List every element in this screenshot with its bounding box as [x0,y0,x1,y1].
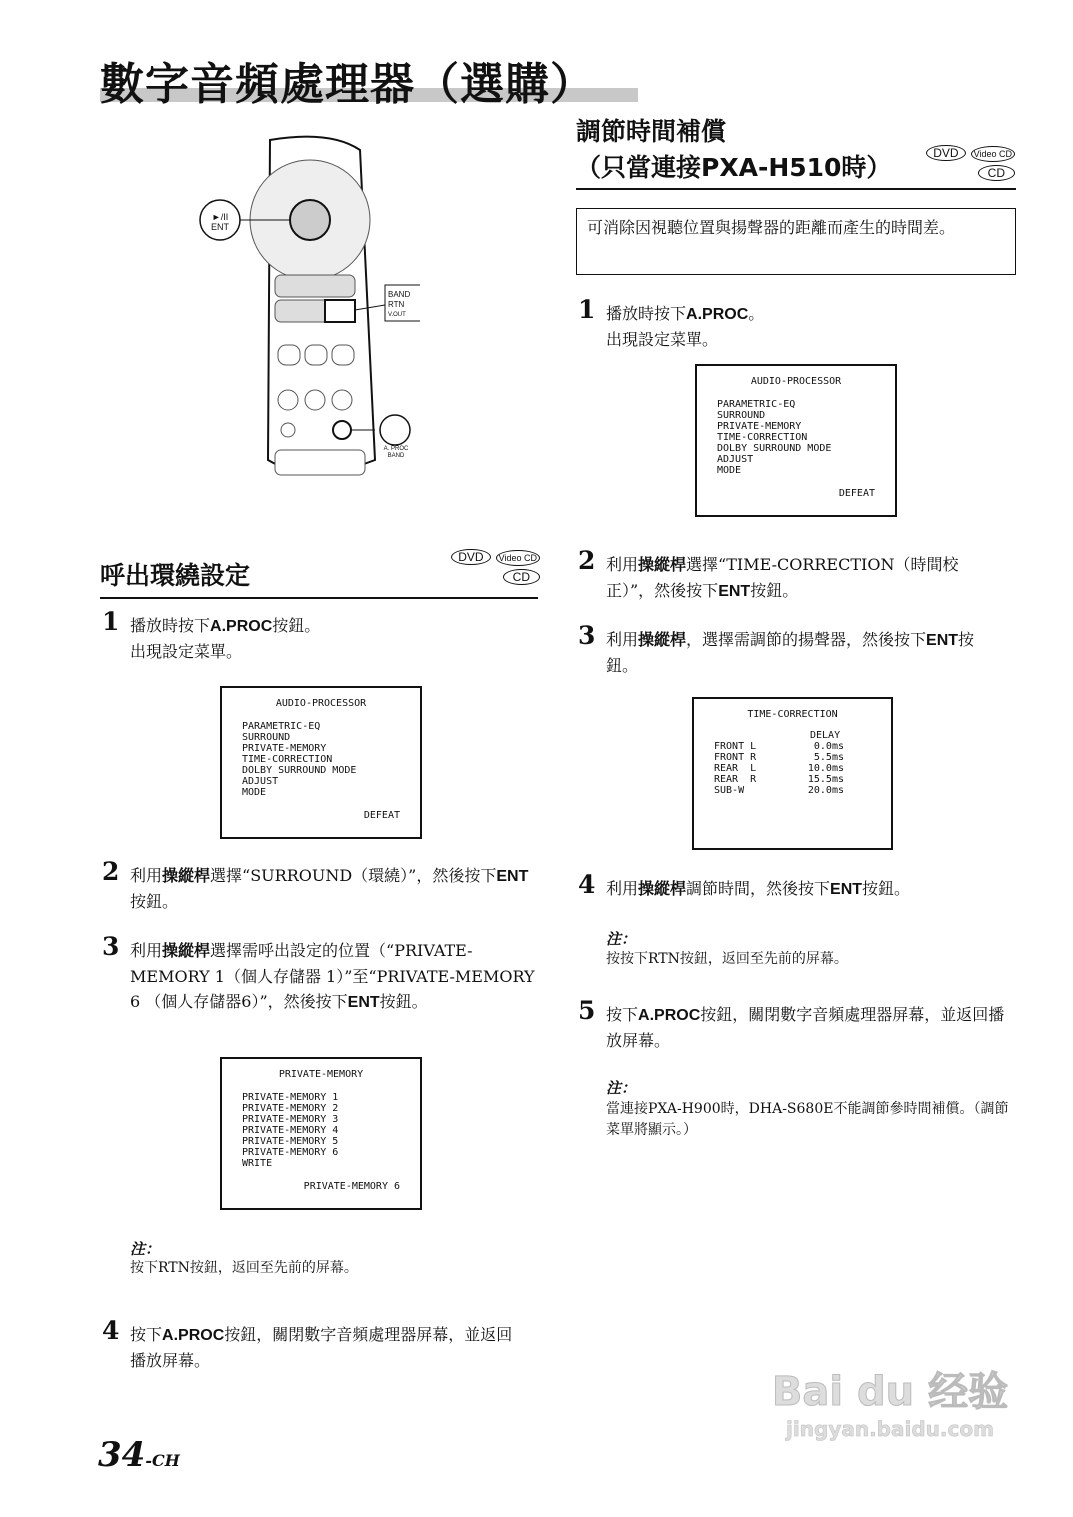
control-name: ENT [830,881,863,898]
delay-value: 10.0ms [807,763,844,774]
menu-item: PRIVATE-MEMORY 5 [242,1136,339,1147]
step-number: 2 [578,546,596,575]
menu-item: PARAMETRIC-EQ [717,399,796,410]
control-name: 操縱桿 [162,943,211,960]
step-text: 按下 [130,1325,163,1344]
screen-footer: DEFEAT [838,488,875,499]
delay-table [714,741,871,796]
step-text: 利用 [130,941,163,960]
screen-title: TIME-CORRECTION [747,709,838,720]
time-correction-screen [692,697,893,850]
aproc-label: A. PROC [383,446,409,452]
right-step-5 [578,996,1018,1053]
menu-item: MODE [717,465,742,476]
remote-control-illustration [190,130,420,490]
note-text: 按下RTN按鈕，返回至先前的屏幕。 [130,1260,358,1276]
menu-item: PARAMETRIC-EQ [242,721,321,732]
note-heading: 注： [130,1240,161,1258]
right-step-4 [578,870,1011,902]
private-memory-screen [220,1057,422,1210]
step-text: 選擇需呼出設定的位置（“PRIVATE-MEMORY 1（個人存儲器 1）”至“PRIVATE-MEMORY 6 （個人存儲器6）”，然後按下 [130,941,535,1011]
left-step-2 [102,857,535,914]
channel-name: FRONT R [714,752,757,763]
menu-item: PRIVATE-MEMORY [717,421,802,432]
note-heading: 注： [606,930,637,948]
aproc-band-label: BAND [387,453,405,459]
page-suffix: -CH [145,1451,180,1470]
control-name: A.PROC [162,1327,225,1344]
page-number [98,1435,180,1475]
step-text: 按鈕，關閉數字音頻處理器屏幕，並返回播放屏幕。 [606,1005,1005,1050]
watermark-brand: Bai du 经验 [771,1369,1009,1415]
audio-processor-screen [220,686,422,839]
control-name: 操縱桿 [638,557,687,574]
control-name: A.PROC [638,1007,701,1024]
menu-item: SURROUND [717,410,766,421]
menu-item: PRIVATE-MEMORY [242,743,327,754]
step-number: 4 [102,1316,120,1345]
menu-item: ADJUST [717,454,754,465]
step-text: 利用 [606,879,639,898]
play-pause-label: ►/II [211,212,229,222]
step-text: ，選擇需調節的揚聲器，然後按下 [686,630,927,649]
vout-label: V.OUT [388,312,406,318]
control-name: ENT [718,583,751,600]
delay-header: DELAY [810,730,841,741]
band-rtn-callout [388,290,410,320]
page-title: 數字音頻處理器（選購） [100,59,595,110]
screen-footer: PRIVATE-MEMORY 6 [303,1181,400,1192]
channel-name: SUB-W [714,785,745,796]
menu-item: PRIVATE-MEMORY 6 [242,1147,339,1158]
cd-badge: CD [503,569,540,585]
step-text: 利用 [606,555,639,574]
left-step-4 [102,1316,525,1373]
title-line-1: 調節時間補償 [576,117,727,146]
step-text: 播放時按下 [606,304,687,323]
control-name: ENT [496,868,529,885]
right-step-1 [578,295,1011,352]
menu-item: PRIVATE-MEMORY 3 [242,1114,339,1125]
aproc-callout [378,446,414,460]
screen-title: AUDIO-PROCESSOR [275,698,367,709]
note-text: 按按下RTN按鈕，返回至先前的屏幕。 [606,951,848,967]
menu-item: DOLBY SURROUND MODE [242,765,357,776]
disc-badges-left [440,546,540,585]
section-rule [100,597,538,599]
control-name: 操縱桿 [162,868,211,885]
note-text: 當連接PXA-H900時，DHA-S680E不能調節參時間補償。（調節菜單將顯示。） [606,1101,1009,1138]
step-text: 選擇“SURROUND（環繞）”，然後按下 [210,866,497,885]
menu-item: PRIVATE-MEMORY 1 [242,1092,339,1103]
step-text: 按下 [606,1005,639,1024]
step-text: 按鈕。 [130,892,179,911]
screen-title: PRIVATE-MEMORY [278,1069,364,1080]
step-number: 5 [578,996,596,1025]
step-text: 按鈕。 [862,879,911,898]
cd-badge: CD [978,165,1015,181]
menu-item: WRITE [242,1158,273,1169]
page-number-value: 34 [98,1435,146,1475]
right-step-3 [578,621,1001,678]
play-ent-callout [206,212,234,232]
videocd-badge: Video CD [496,550,540,566]
videocd-badge: Video CD [971,146,1015,162]
menu-item: ADJUST [242,776,279,787]
section-title-surround: 呼出環繞設定 [100,561,251,590]
menu-item: DOLBY SURROUND MODE [717,443,832,454]
watermark-url: jingyan.baidu.com [786,1417,994,1441]
menu-item: MODE [242,787,267,798]
dvd-badge: DVD [451,549,490,565]
control-name: 操縱桿 [638,881,687,898]
delay-value: 15.5ms [807,774,844,785]
audio-processor-screen [695,364,897,517]
section-title-time-correction [576,114,891,186]
step-number: 4 [578,870,596,899]
control-name: A.PROC [686,306,749,323]
dvd-badge: DVD [926,145,965,161]
menu-item: PRIVATE-MEMORY 2 [242,1103,339,1114]
delay-value: 20.0ms [807,785,844,796]
step-text: 出現設定菜單。 [606,330,719,349]
step-text: 按鈕。 [606,630,975,675]
menu-item: SURROUND [242,732,291,743]
step-text: 按鈕。 [272,616,321,635]
ent-label: ENT [211,222,229,232]
title-line-2: （只當連接PXA-H510時） [576,153,892,182]
menu-item: TIME-CORRECTION [242,754,333,765]
left-step-3 [102,932,538,1015]
channel-name: REAR R [714,774,757,785]
control-name: 操縱桿 [638,632,687,649]
menu-item: TIME-CORRECTION [717,432,808,443]
step-text: 按鈕。 [750,581,799,600]
step-number: 1 [578,295,596,324]
screen-title: AUDIO-PROCESSOR [750,376,842,387]
right-step-2 [578,546,1001,604]
rtn-label: RTN [388,300,405,309]
step-text: 選擇“TIME-CORRECTION（時間校正）”，然後按下 [606,555,959,600]
delay-value: 5.5ms [813,752,844,763]
step-text: 按鈕，關閉數字音頻處理器屏幕，並返回播放屏幕。 [130,1325,513,1370]
delay-value: 0.0ms [813,741,844,752]
step-text: 調節時間，然後按下 [686,879,831,898]
step-number: 3 [578,621,596,650]
control-name: ENT [347,994,380,1011]
channel-name: FRONT L [714,741,757,752]
step-number: 2 [102,857,120,886]
disc-badges-right [915,142,1015,181]
step-number: 1 [102,607,120,636]
description-box: 可消除因視聽位置與揚聲器的距離而產生的時間差。 [576,208,1016,275]
step-text: 利用 [130,866,163,885]
step-text: 播放時按下 [130,616,211,635]
menu-item: PRIVATE-MEMORY 4 [242,1125,339,1136]
step-text: 利用 [606,630,639,649]
step-text: 出現設定菜單。 [130,642,243,661]
note-heading: 注： [606,1079,637,1097]
baidu-watermark [765,1360,1015,1441]
band-label: BAND [388,290,411,299]
step-number: 3 [102,932,120,961]
step-text: 。 [748,304,765,323]
screen-footer: DEFEAT [363,810,400,821]
channel-name: REAR L [714,763,757,774]
step-text: 按鈕。 [379,992,428,1011]
section-rule [576,188,1016,190]
control-name: A.PROC [210,618,273,635]
left-step-1 [102,607,535,664]
control-name: ENT [926,632,959,649]
